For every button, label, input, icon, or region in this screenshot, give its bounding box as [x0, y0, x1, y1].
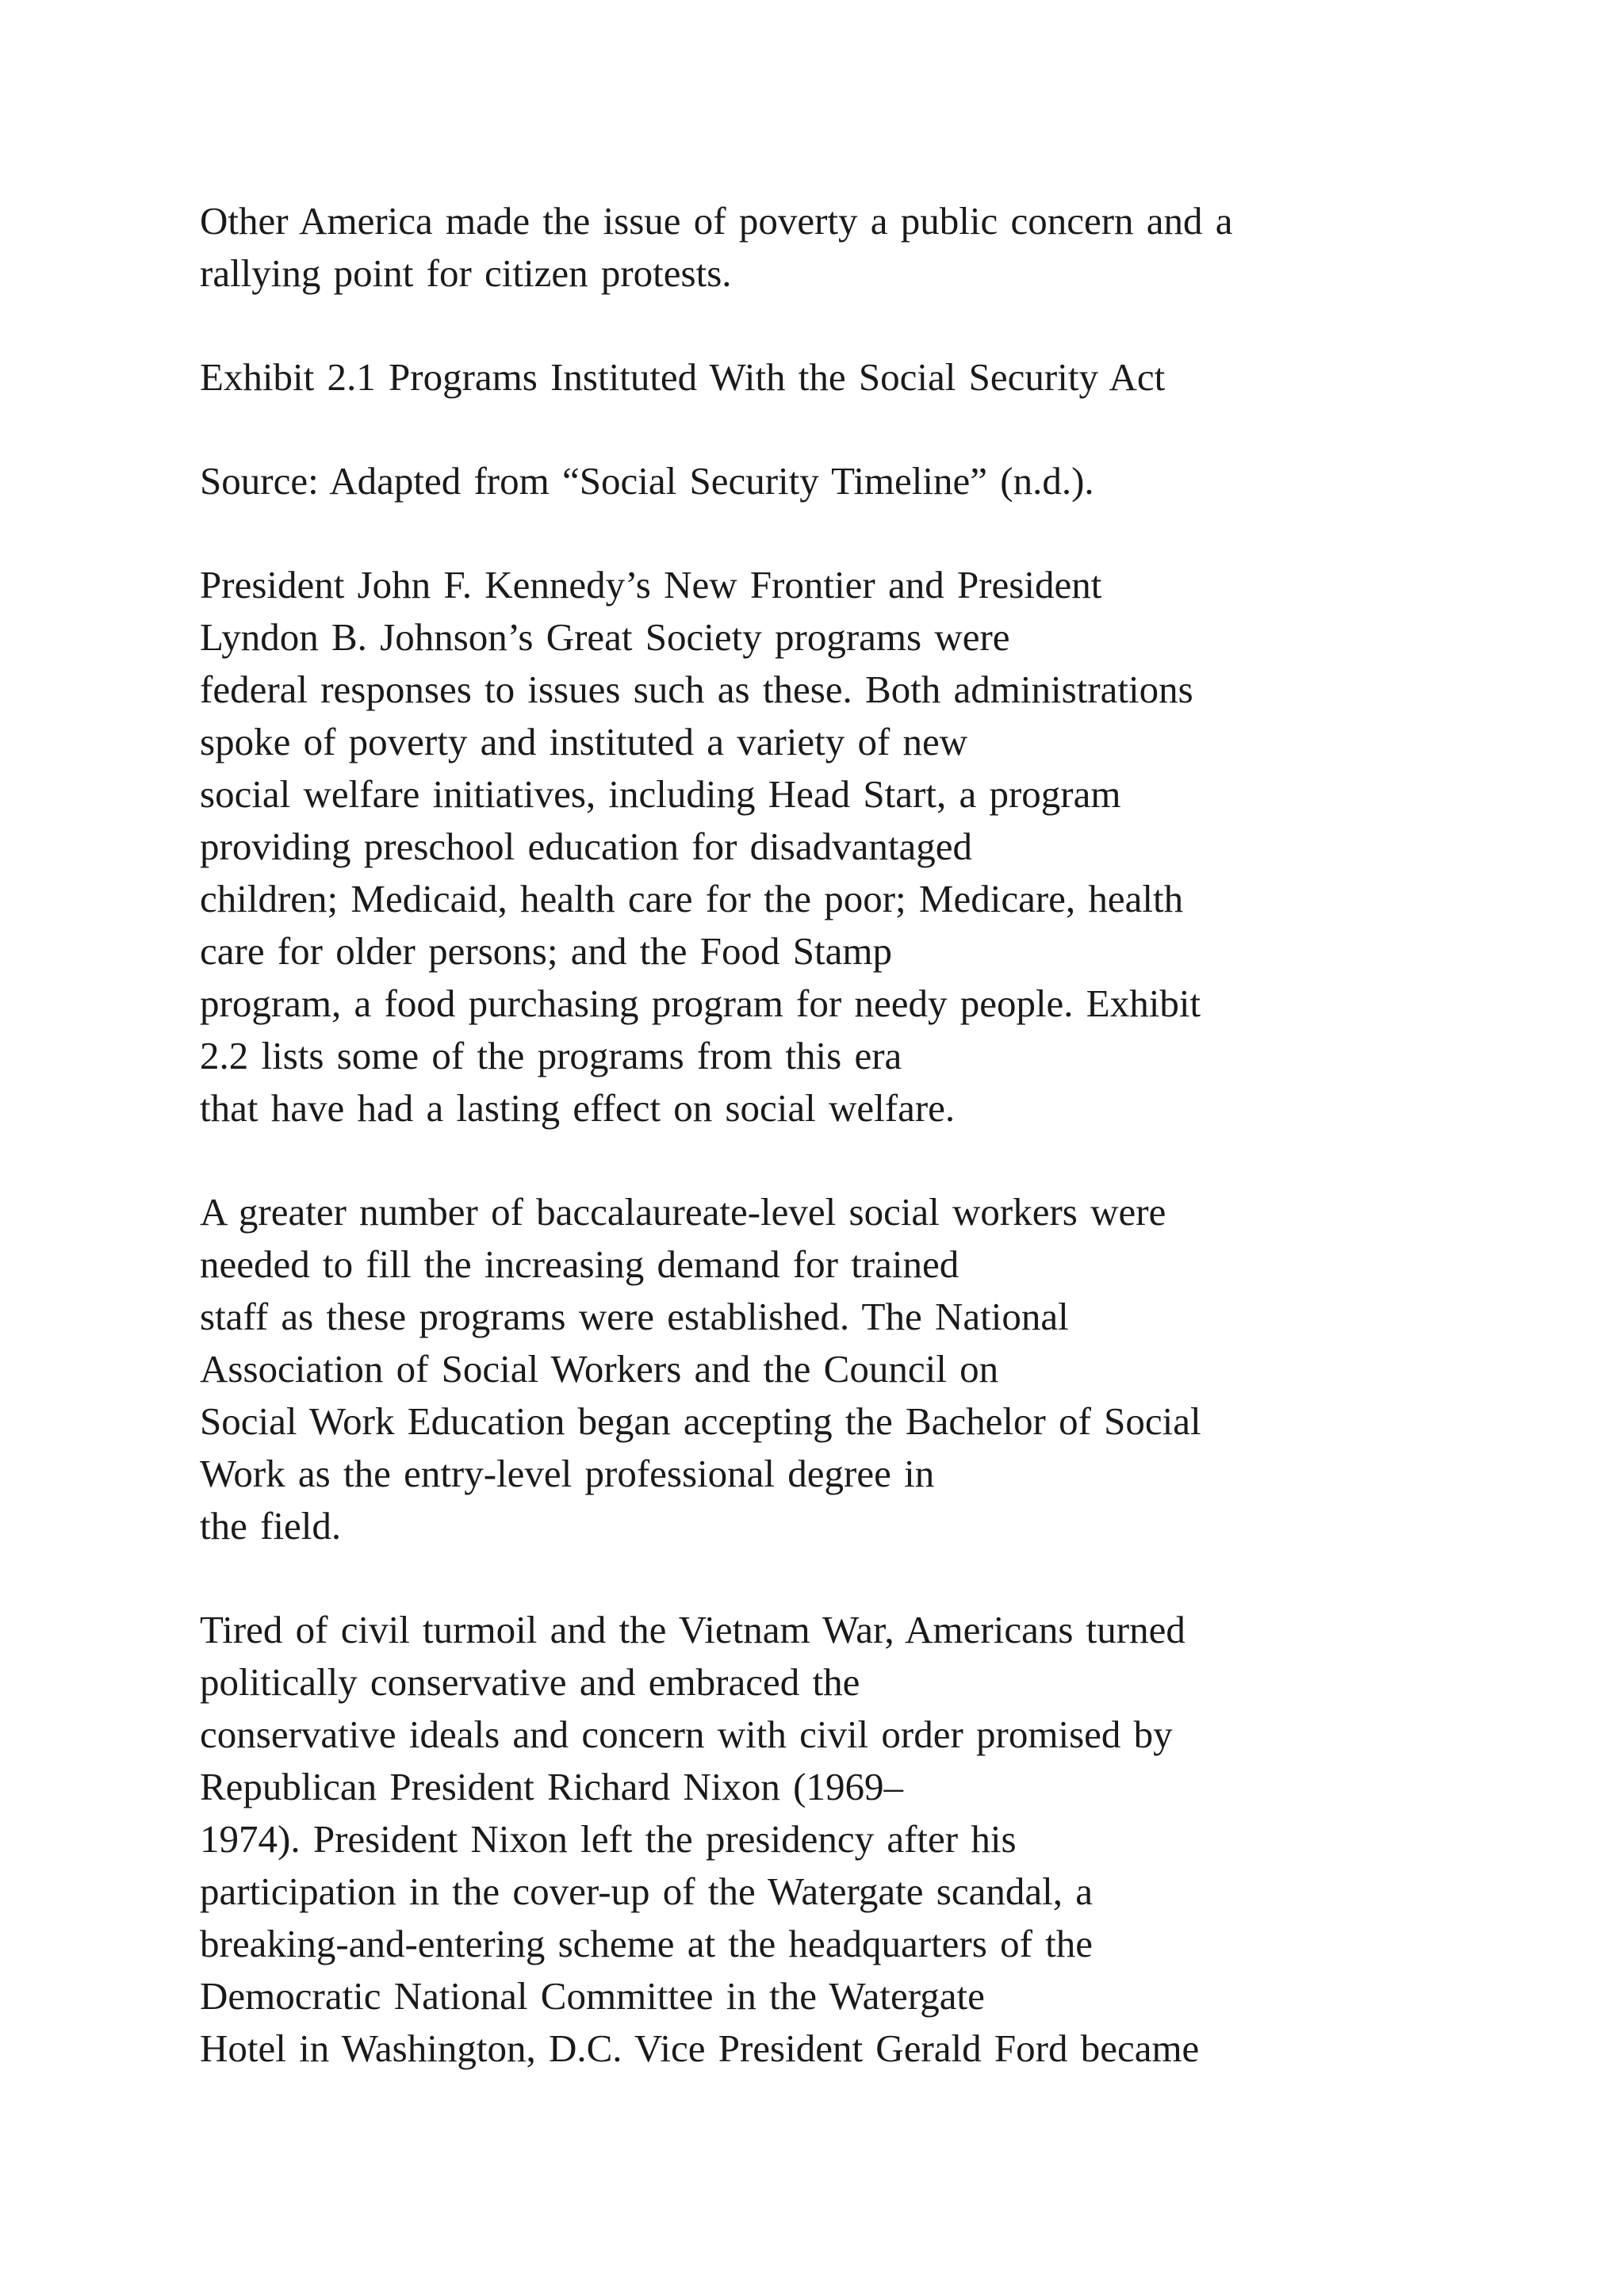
paragraph-great-society — [200, 559, 1508, 1135]
text-line: program, a food purchasing program for needy people. Exhibit — [200, 982, 1201, 1025]
text-line: Republican President Richard Nixon (1969– — [200, 1765, 903, 1808]
text-line: conservative ideals and concern with civil order promised by — [200, 1712, 1173, 1756]
text-line: Work as the entry-level professional degree in — [200, 1452, 935, 1495]
text-line: Other America made the issue of poverty a public concern and a — [200, 199, 1233, 243]
document-body — [200, 195, 1508, 2126]
text-line: President John F. Kennedy’s New Frontier and President — [200, 563, 1102, 607]
text-line: Source: Adapted from “Social Security Timeline” (n.d.). — [200, 459, 1094, 503]
text-line: A greater number of baccalaureate-level social workers were — [200, 1190, 1166, 1234]
text-line: social welfare initiatives, including Head Start, a program — [200, 772, 1121, 816]
text-line: needed to fill the increasing demand for trained — [200, 1242, 959, 1286]
paragraph-social-workers — [200, 1186, 1508, 1552]
paragraph-other-america — [200, 195, 1508, 300]
text-line: children; Medicaid, health care for the poor; Medicare, health — [200, 877, 1184, 920]
paragraph-nixon-era — [200, 1604, 1508, 2075]
text-line: Democratic National Committee in the Watergate — [200, 1974, 985, 2018]
text-line: providing preschool education for disadvantaged — [200, 825, 972, 868]
exhibit-caption — [200, 351, 1508, 404]
text-line: politically conservative and embraced the — [200, 1660, 860, 1704]
text-line: Tired of civil turmoil and the Vietnam War, Americans turned — [200, 1608, 1185, 1651]
text-line: care for older persons; and the Food Stamp — [200, 929, 893, 973]
text-line: breaking-and-entering scheme at the headquarters of the — [200, 1922, 1093, 1965]
text-line: staff as these programs were established. The National — [200, 1295, 1069, 1338]
text-line: rallying point for citizen protests. — [200, 251, 732, 295]
text-line: Exhibit 2.1 Programs Instituted With the Social Security Act — [200, 355, 1166, 399]
text-line: Association of Social Workers and the Council on — [200, 1347, 999, 1391]
text-line: spoke of poverty and instituted a variety of new — [200, 720, 968, 763]
text-line: the field. — [200, 1504, 342, 1548]
text-line: 2.2 lists some of the programs from this era — [200, 1034, 902, 1077]
text-line: Hotel in Washington, D.C. Vice President Gerald Ford became — [200, 2026, 1200, 2070]
text-line: Lyndon B. Johnson’s Great Society programs were — [200, 615, 1010, 659]
text-line: that have had a lasting effect on social welfare. — [200, 1086, 956, 1130]
text-line: Social Work Education began accepting the Bachelor of Social — [200, 1399, 1201, 1443]
text-line: 1974). President Nixon left the presidency after his — [200, 1817, 1017, 1861]
text-line: participation in the cover-up of the Watergate scandal, a — [200, 1869, 1093, 1913]
text-line: federal responses to issues such as these. Both administrations — [200, 668, 1193, 711]
exhibit-source — [200, 455, 1508, 507]
